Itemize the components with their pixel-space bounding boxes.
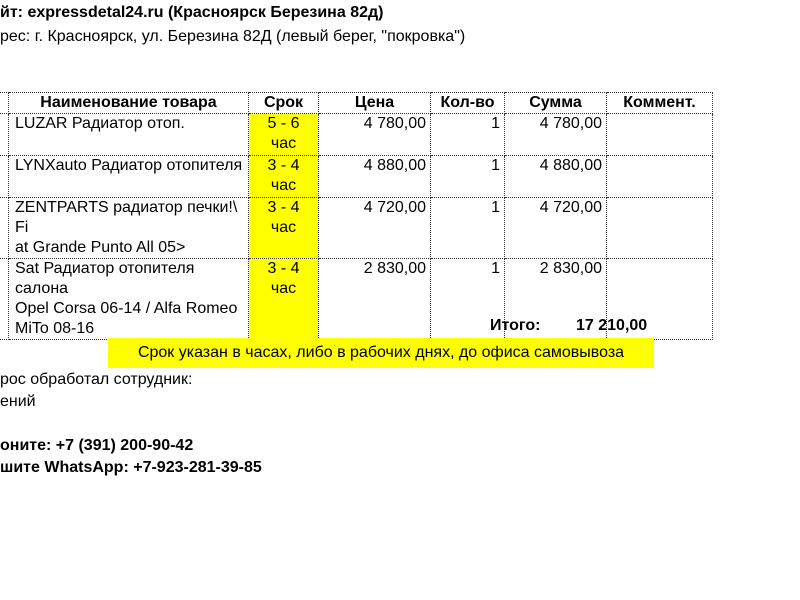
comment-cell (607, 198, 713, 259)
delivery-term-cell (249, 114, 319, 156)
delivery-term-unit: час (270, 219, 297, 236)
quote-table (0, 92, 713, 340)
product-name-continued: MiTo 08-16 (15, 320, 95, 337)
product-name-cell (9, 114, 249, 156)
table-row (0, 114, 713, 156)
qty-cell: 1 (431, 259, 505, 340)
delivery-term: 3 - 4 (267, 199, 300, 216)
qty-cell: 1 (431, 114, 505, 156)
price-cell: 4 880,00 (319, 156, 431, 198)
product-name: Sat Радиатор отопителя салона (15, 260, 195, 297)
product-name-continued: at Grande Punto All 05> (15, 239, 186, 256)
comment-cell (607, 156, 713, 198)
product-name-continued: Opel Corsa 06-14 / Alfa Romeo (15, 300, 238, 317)
phone-line: оните: +7 (391) 200-90-42 (0, 437, 194, 454)
table-header-row (0, 93, 713, 114)
total-label: Итого: (490, 317, 541, 334)
row-index-cell (0, 198, 9, 259)
column-header-name: Наименование товара (9, 93, 249, 114)
qty-cell: 1 (431, 156, 505, 198)
table-row (0, 156, 713, 198)
whatsapp-line: шите WhatsApp: +7-923-281-39-85 (0, 459, 262, 476)
delivery-term: 5 - 6 (267, 115, 300, 132)
column-header-sum: Сумма (505, 93, 607, 114)
product-name: LUZAR Радиатор отоп. (15, 115, 185, 132)
delivery-term-cell (249, 259, 319, 340)
row-index-cell (0, 156, 9, 198)
price-cell: 2 830,00 (319, 259, 431, 340)
delivery-term-cell (249, 156, 319, 198)
employee-name: ений (0, 393, 36, 410)
product-name-cell (9, 198, 249, 259)
total-value: 17 210,00 (576, 317, 648, 334)
qty-cell: 1 (431, 198, 505, 259)
product-name: LYNXauto Радиатор отопителя (15, 157, 243, 174)
product-name-cell (9, 156, 249, 198)
delivery-term-cell (249, 198, 319, 259)
row-index-cell (0, 114, 9, 156)
processed-by-label: рос обработал сотрудник: (0, 371, 193, 388)
column-header-comment: Коммент. (607, 93, 713, 114)
table-row (0, 198, 713, 259)
delivery-term-unit: час (270, 280, 297, 297)
address-line: рес: г. Красноярск, ул. Березина 82Д (левый берег, "покровка") (0, 28, 466, 45)
column-header-index (0, 93, 9, 114)
column-header-qty: Кол-во (431, 93, 505, 114)
comment-cell (607, 114, 713, 156)
price-cell: 4 780,00 (319, 114, 431, 156)
delivery-note: Срок указан в часах, либо в рабочих днях, до офиса самовывоза (108, 338, 654, 368)
delivery-term-unit: час (270, 135, 297, 152)
delivery-term-unit: час (270, 177, 297, 194)
row-index-cell (0, 259, 9, 340)
sum-cell: 4 720,00 (505, 198, 607, 259)
sum-cell: 4 880,00 (505, 156, 607, 198)
column-header-term: Срок (249, 93, 319, 114)
price-cell: 4 720,00 (319, 198, 431, 259)
delivery-term: 3 - 4 (267, 260, 300, 277)
delivery-term: 3 - 4 (267, 157, 300, 174)
sum-cell: 2 830,00 (505, 259, 607, 340)
sum-cell: 4 780,00 (505, 114, 607, 156)
site-line: йт: expressdetal24.ru (Красноярск Березина 82д) (0, 4, 384, 21)
column-header-price: Цена (319, 93, 431, 114)
product-name-cell (9, 259, 249, 340)
product-name: ZENTPARTS радиатор печки!\ Fi (15, 199, 238, 236)
